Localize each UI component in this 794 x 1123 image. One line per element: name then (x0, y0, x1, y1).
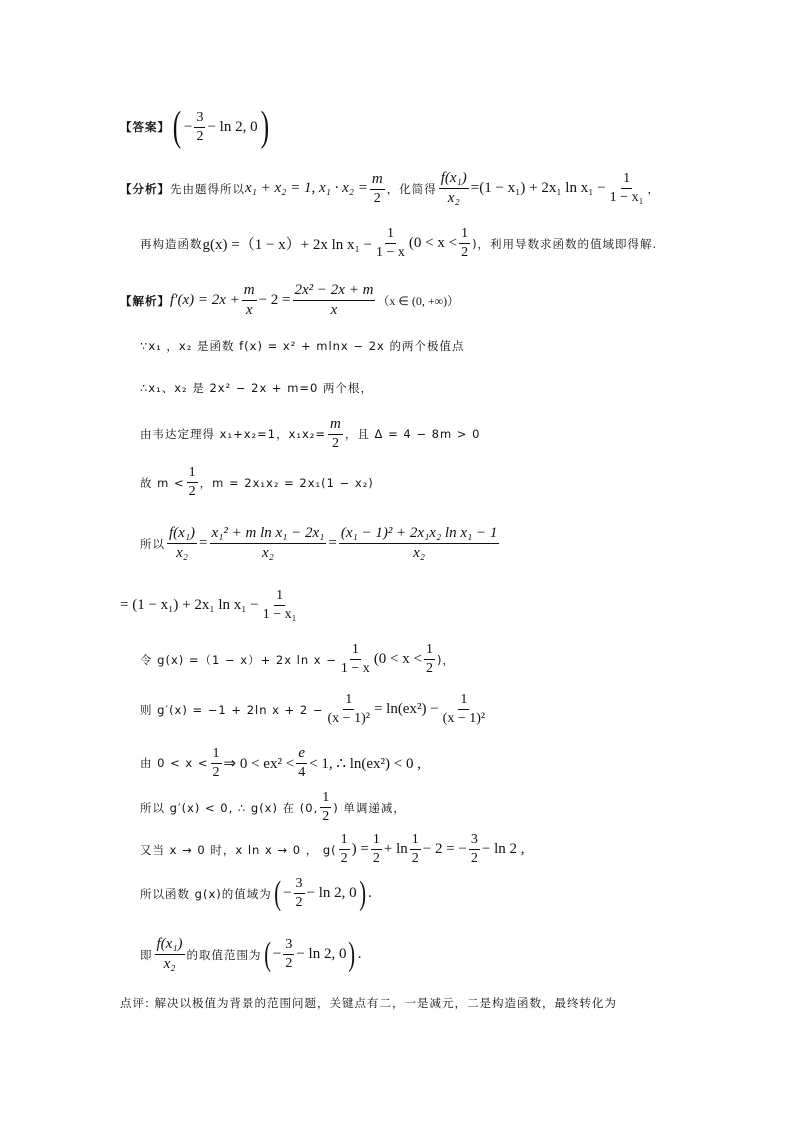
solution-line-13: 所以函数 g(x)的值域为 ( − $\frac{3}{2}$ − ln 2, 0 ) . (140, 874, 372, 912)
solution-line-9: 则 g′(x) = −1 + 2ln x + 2 − $\frac{1}{\text{(x − 1)²}}$ = ln(ex²) − $\frac{1}{\text{(x − 1)²}}$ (140, 692, 486, 726)
answer-line: 【答案】 ( − $\frac{3}{2}$ − ln 2, 0 ) (120, 104, 269, 150)
fraction: $\frac{3}{2}$ (196, 109, 204, 144)
solution-line-4: 由韦达定理得 x₁+x₂=1，x₁x₂= $\frac{m}{2}$ ，且 Δ = 4 − 8m > 0 (140, 416, 481, 451)
solution-line-11: 所以 g′(x) < 0, ∴ g(x) 在 (0, $\frac{1}{2}$ ) 单调递减， (140, 790, 406, 824)
comment-line: 点评: 解决以极值为背景的范围问题，关键点有二，一是减元，二是构造函数，最终转化为 (120, 996, 618, 1010)
solution-label: 【解析】 (120, 293, 170, 308)
solution-line-3: ∴x₁、x₂ 是 2x² − 2x + m=0 两个根， (140, 381, 374, 395)
solution-line-7: = (1 − x₁) + 2x₁ ln x₁ − $\frac{1}{\text{1 − x₁}}$ (120, 588, 297, 622)
solution-line-14: 即 $\frac{\text{f(x₁)}}{\text{x₂}}$ 的取值范围为 ( − $\frac{3}{2}$ − ln 2, 0 ) . (140, 935, 362, 973)
left-paren: ( (172, 104, 182, 150)
right-paren: ) (260, 104, 269, 150)
solution-line-5: 故 m < $\frac{1}{2}$ ，m = 2x₁x₂ = 2x₁(1 − x₂) (140, 465, 374, 499)
solution-line-1: 【解析】 f′(x) = 2x + $\frac{m}{x}$ − 2 = $\frac{\text{2x² − 2x + m}}{x}$ （x ∈ (0, +∞)） (120, 282, 460, 318)
solution-line-10: 由 0 < x < $\frac{1}{2}$ ⇒ 0 < ex² < $\frac{e}{4}$ < 1, ∴ ln(ex²) < 0 , (140, 745, 421, 780)
analysis-label: 【分析】 (120, 181, 170, 196)
analysis-line-2: 再构造函数 g(x) =（1 − x）+ 2x ln x₁ − $\frac{1}{1 - x}$ (0 < x < $\frac{1}{2}$ )，利用导数求函数的值域即得解. (140, 226, 658, 260)
solution-line-2: ∵x₁ ，x₂ 是函数 f(x) = x² + mlnx − 2x 的两个极值点 (140, 339, 465, 353)
solution-line-12: 又当 x → 0 时，x ln x → 0 ， g( $\frac{1}{2}$ ) = $\frac{1}{2}$ + ln $\frac{1}{2}$ − 2 = − $\frac{3}{2}$ − ln 2 , (140, 832, 525, 866)
solution-line-6: 所以 $\frac{\text{f(x₁)}}{\text{x₂}}$ = $\frac{\text{x₁² + m ln x₁ − 2x₁}}{\text{x₂}}$ = $\frac{\text{(x₁ − 1)² + 2x₁x₂ ln x₁ − 1}}{\text{x₂}}$ (140, 525, 498, 561)
analysis-line-1: 【分析】 先由题得所以 x₁ + x₂ = 1, x₁ · x₂ = $\frac{m}{2}$ ，化简得 $\frac{\text{f(x₁)}}{\text{x₂}}$ =(1 − x₁) + 2x₁ ln x₁ − $\frac{1}{\text{1 − x₁}}$ ， (120, 170, 660, 206)
solution-line-8: 令 g(x) =（1 − x）+ 2x ln x − $\frac{1}{1 - x}$ (0 < x < $\frac{1}{2}$ )， (140, 642, 455, 676)
answer-label: 【答案】 (120, 120, 170, 134)
